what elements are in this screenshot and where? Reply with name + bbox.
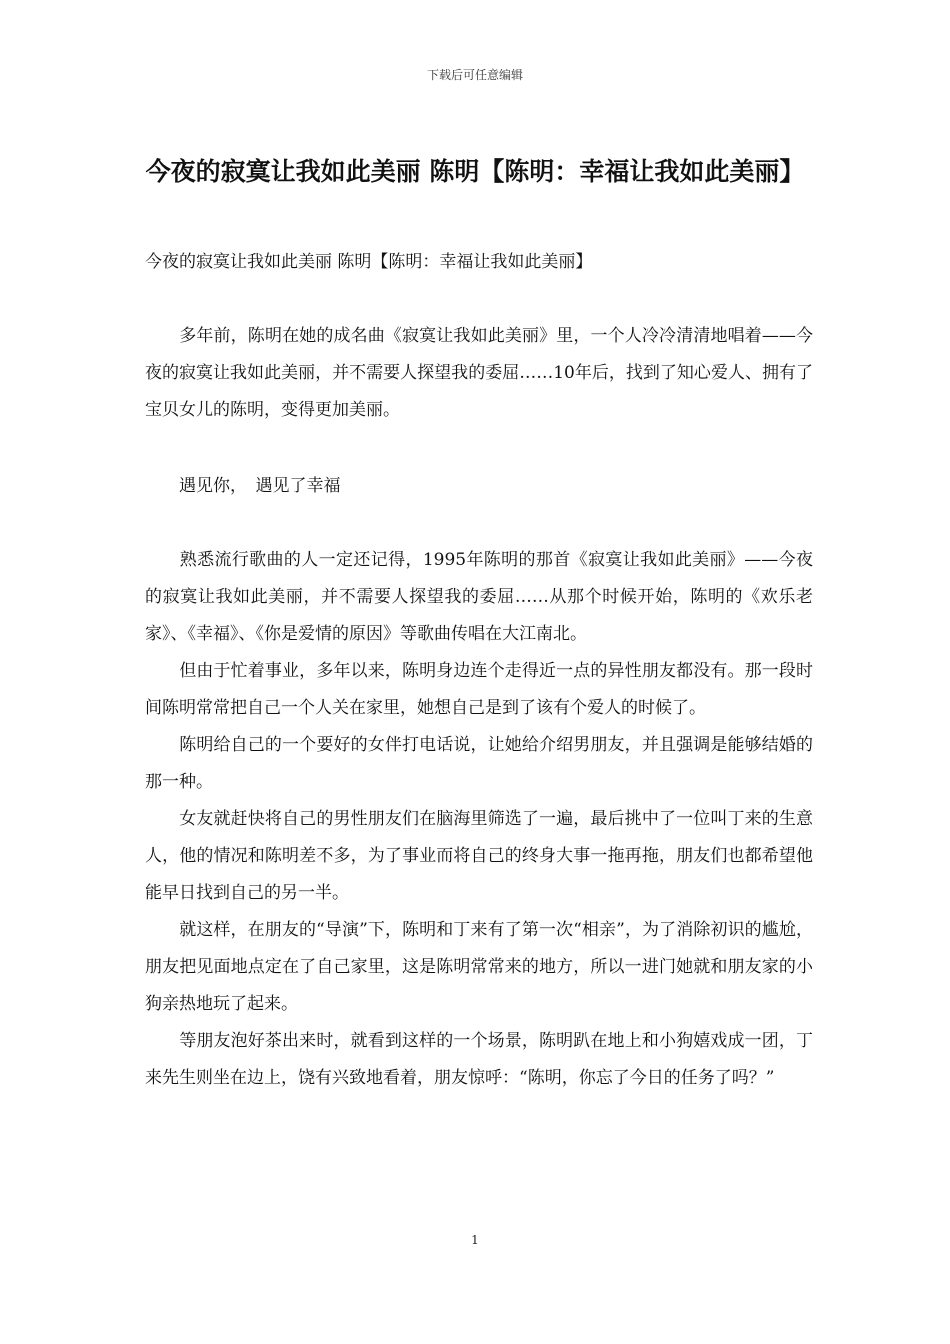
paragraph-7: 等朋友泡好茶出来时，就看到这样的一个场景，陈明趴在地上和小狗嬉戏成一团，丁来先生则坐在边上，饶有兴致地看着，朋友惊呼：“陈明，你忘了今日的任务了吗？” xyxy=(145,1031,813,1088)
document-title: 今夜的寂寞让我如此美丽 陈明【陈明：幸福让我如此美丽】 xyxy=(145,157,805,186)
paragraph-2: 熟悉流行歌曲的人一定还记得，1995年陈明的那首《寂寞让我如此美丽》——今夜的寂寞让我如此美丽，并不需要人探望我的委屈……从那个时候开始，陈明的《欢乐老家》、《幸福》、《你是爱情的原因》等歌曲传唱在大江南北。 xyxy=(145,550,813,644)
section-heading-block xyxy=(145,468,813,505)
paragraph-4: 陈明给自己的一个要好的女伴打电话说，让她给介绍男朋友，并且强调是能够结婚的那一种。 xyxy=(145,735,813,792)
section-heading: 遇见你， 遇见了幸福 xyxy=(145,476,341,496)
paragraph-3: 但由于忙着事业，多年以来，陈明身边连个走得近一点的异性朋友都没有。那一段时间陈明常常把自己一个人关在家里，她想自己是到了该有个爱人的时候了。 xyxy=(145,661,813,718)
header-note: 下载后可任意编辑 xyxy=(426,68,523,82)
paragraph-6: 就这样，在朋友的“导演”下，陈明和丁来有了第一次“相亲”，为了消除初识的尴尬，朋友把见面地点定在了自己家里，这是陈明常常来的地方，所以一进门她就和朋友家的小狗亲热地玩了起来。 xyxy=(145,920,813,1014)
paragraph-5: 女友就赶快将自己的男性朋友们在脑海里筛选了一遍，最后挑中了一位叫丁来的生意人，他的情况和陈明差不多，为了事业而将自己的终身大事一拖再拖，朋友们也都希望他能早日找到自己的另一半。 xyxy=(145,809,813,903)
page-number: 1 xyxy=(471,1233,479,1247)
document-subtitle: 今夜的寂寞让我如此美丽 陈明【陈明：幸福让我如此美丽】 xyxy=(145,252,593,272)
body-paragraphs xyxy=(145,542,813,1097)
paragraph-intro: 多年前，陈明在她的成名曲《寂寞让我如此美丽》里，一个人冷冷清清地唱着——今夜的寂寞让我如此美丽，并不需要人探望我的委屈……10年后，找到了知心爱人、拥有了宝贝女儿的陈明，变得更加美丽。 xyxy=(145,326,813,420)
intro-paragraph-block xyxy=(145,318,813,429)
